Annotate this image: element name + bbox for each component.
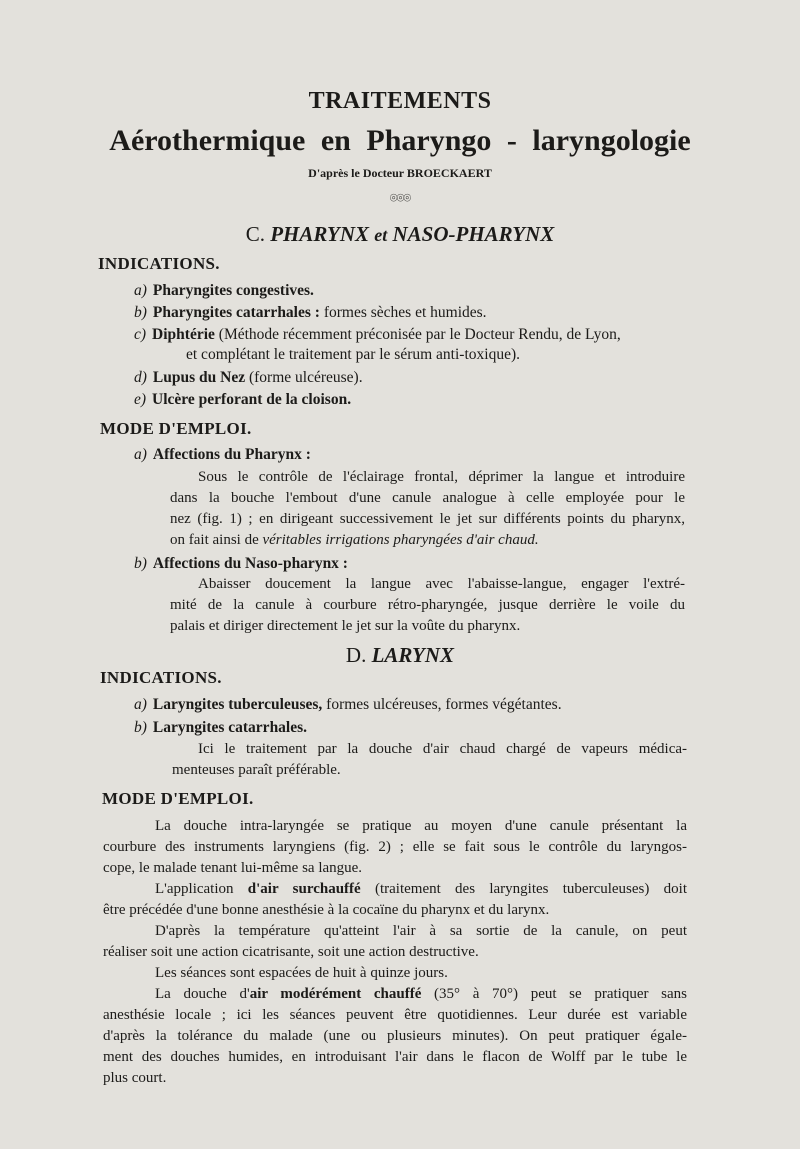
section-c-indications-label: INDICATIONS. (98, 254, 220, 273)
section-d-mode-label: MODE D'EMPLOI. (102, 789, 254, 808)
list-item: c) Diphtérie (Méthode récemment préconisée par le Docteur Rendu, de Lyon, (134, 326, 621, 343)
list-item: b) Laryngites catarrhales. (134, 719, 308, 736)
list-item: a) Pharyngites congestives. (134, 282, 314, 299)
list-item: b) Pharyngites catarrhales : formes sèches et humides. (134, 304, 487, 321)
mode-b-heading: b) Affections du Naso-pharynx : (134, 555, 348, 572)
section-d-indications-label: INDICATIONS. (100, 668, 222, 687)
mode-a-heading: a) Affections du Pharynx : (134, 446, 311, 463)
list-item: e) Ulcère perforant de la cloison. (134, 391, 352, 408)
section-c-et: et (374, 225, 388, 245)
section-d-body: La douche intra-laryngée se pratique au moyen d'une canule présentant la courbure des instruments laryngiens (fig. 2) ; elle se fait sous le contrôle du laryngos- cope, le malade tenant lui-même sa langue. L'application d'air surchauffé (traitement des laryngites tuberculeuses) doit être précédée d'une bonne anesthésie à la cocaïne du pharynx et du larynx. D'après la température qu'atteint l'air à sa sortie de la canule, on peut réaliser soit une action cicatrisante, soit une action destructive. Les séances sont espacées de huit à quinze jours. La douche d'air modérément chauffé (35° à 70°) peut se pratiquer sans anesthésie locale ; ici les séances peuvent être quotidiennes. Leur durée est variable d'après la tolérance du malade (une ou plusieurs minutes). On peut pratiquer égale- ment des douches humides, en introduisant l'air dans le flacon de Wolff par le tube le plus court. (103, 818, 687, 1086)
mode-a-paragraph: Sous le contrôle de l'éclairage frontal, déprimer la langue et introduire dans la bouche l'embout d'une canule analogue à celle employée pour le nez (fig. 1) ; en dirigeant successivement le jet sur différents points du pharynx, on fait ainsi de véritables irrigations pharyngées d'air chaud. (170, 469, 685, 548)
section-c-heading (0, 222, 800, 247)
list-item-continuation: et complétant le traitement par le sérum anti-toxique). (186, 346, 520, 363)
page-subtitle: Aérothermique en Pharyngo - laryngologie (109, 124, 691, 157)
section-d-heading (0, 643, 800, 668)
section-c-mode-label: MODE D'EMPLOI. (100, 419, 252, 438)
section-d-title: LARYNX (371, 643, 455, 667)
section-c-letter: C. (245, 222, 265, 246)
list-item: d) Lupus du Nez (forme ulcéreuse). (134, 369, 363, 386)
byline: D'après le Docteur BROECKAERT (308, 166, 492, 180)
section-d-letter: D. (345, 643, 367, 667)
page-title: TRAITEMENTS (308, 88, 492, 114)
mode-b-paragraph: Abaisser doucement la langue avec l'abaisse-langue, engager l'extré- mité de la canule à courbure rétro-pharyngée, jusque derrière le voile du palais et diriger directement le jet sur la voûte du pharynx. (170, 576, 685, 634)
section-c-title-b: NASO-PHARYNX (392, 222, 555, 246)
section-c-title-a: PHARYNX (270, 222, 369, 246)
ind-b-paragraph: Ici le traitement par la douche d'air chaud chargé de vapeurs médica- menteuses paraît préférable. (172, 741, 687, 778)
ornament-divider: ⌾⌾⌾ (389, 190, 411, 205)
list-item: a) Laryngites tuberculeuses, formes ulcéreuses, formes végétantes. (134, 696, 562, 713)
